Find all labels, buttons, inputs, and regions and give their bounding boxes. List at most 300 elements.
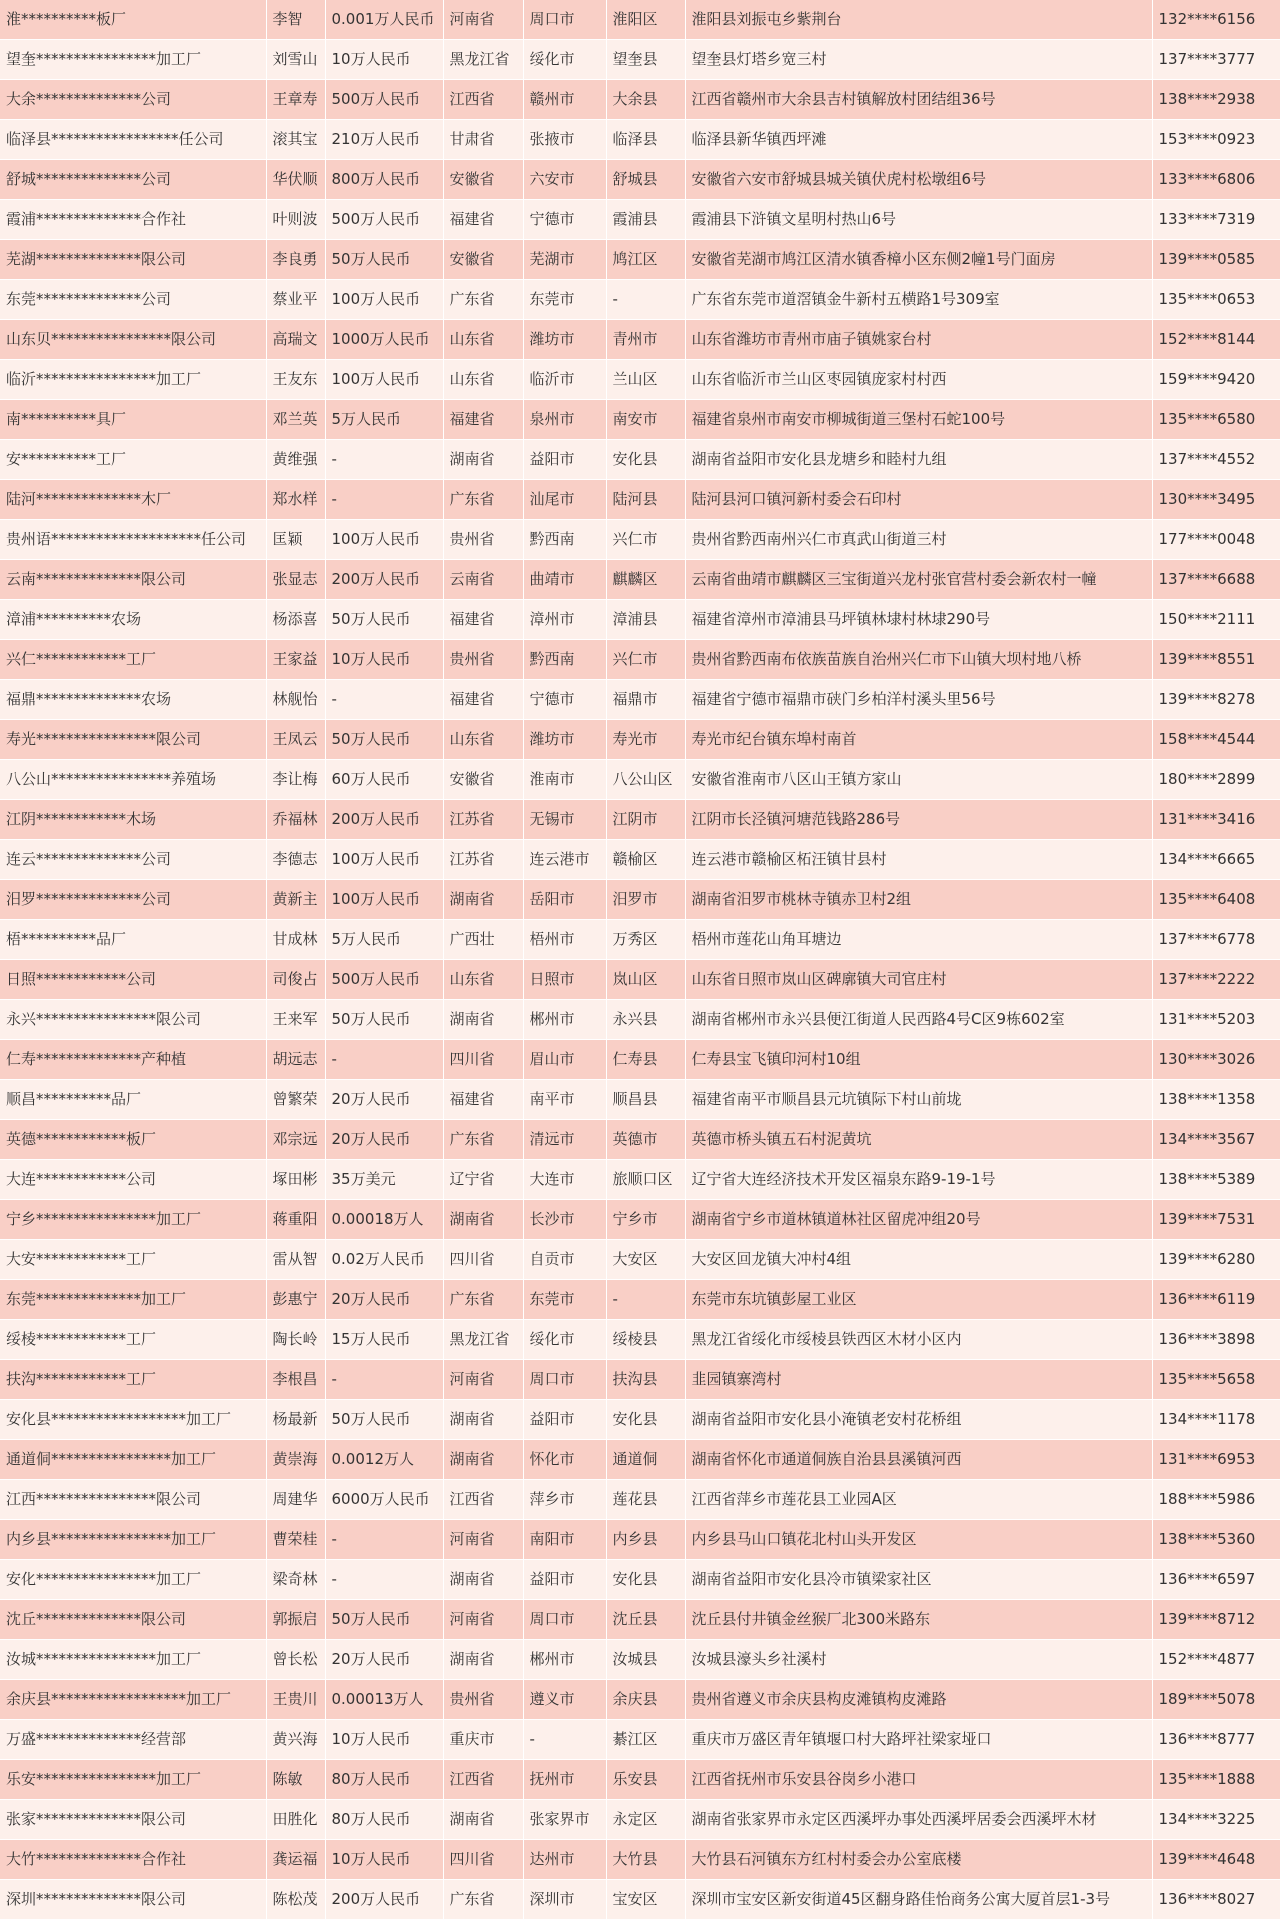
table-row bbox=[0, 0, 1280, 40]
address-cell: 江西省抚州市乐安县谷岗乡小港口 bbox=[685, 1760, 1152, 1800]
legal-rep-cell: 李根昌 bbox=[266, 1360, 325, 1400]
city-cell: 泉州市 bbox=[523, 400, 606, 440]
company-name-cell: 舒城**************公司 bbox=[0, 160, 266, 200]
table-row bbox=[0, 160, 1280, 200]
phone-cell: 130****3495 bbox=[1152, 480, 1280, 520]
table-row bbox=[0, 400, 1280, 440]
city-cell: 益阳市 bbox=[523, 1560, 606, 1600]
table-row bbox=[0, 1720, 1280, 1760]
company-name-cell: 英德************板厂 bbox=[0, 1120, 266, 1160]
phone-cell: 136****6597 bbox=[1152, 1560, 1280, 1600]
phone-cell: 134****3567 bbox=[1152, 1120, 1280, 1160]
table-row bbox=[0, 920, 1280, 960]
company-name-cell: 东莞**************公司 bbox=[0, 280, 266, 320]
address-cell: 大安区回龙镇大冲村4组 bbox=[685, 1240, 1152, 1280]
table-row bbox=[0, 1280, 1280, 1320]
city-cell: 潍坊市 bbox=[523, 720, 606, 760]
district-cell: 通道侗 bbox=[606, 1440, 685, 1480]
district-cell: 万秀区 bbox=[606, 920, 685, 960]
table-row bbox=[0, 760, 1280, 800]
address-cell: 英德市桥头镇五石村泥黄坑 bbox=[685, 1120, 1152, 1160]
company-name-cell: 兴仁************工厂 bbox=[0, 640, 266, 680]
district-cell: 麒麟区 bbox=[606, 560, 685, 600]
capital-cell: 50万人民币 bbox=[325, 1400, 443, 1440]
address-cell: 广东省东莞市道滘镇金牛新村五横路1号309室 bbox=[685, 280, 1152, 320]
capital-cell: 15万人民币 bbox=[325, 1320, 443, 1360]
district-cell: 南安市 bbox=[606, 400, 685, 440]
city-cell: 郴州市 bbox=[523, 1000, 606, 1040]
province-cell: 重庆市 bbox=[443, 1720, 523, 1760]
phone-cell: 134****6665 bbox=[1152, 840, 1280, 880]
city-cell: 潍坊市 bbox=[523, 320, 606, 360]
district-cell: 乐安县 bbox=[606, 1760, 685, 1800]
capital-cell: 800万人民币 bbox=[325, 160, 443, 200]
legal-rep-cell: 乔福林 bbox=[266, 800, 325, 840]
province-cell: 安徽省 bbox=[443, 760, 523, 800]
phone-cell: 177****0048 bbox=[1152, 520, 1280, 560]
company-name-cell: 山东贝****************限公司 bbox=[0, 320, 266, 360]
district-cell: 青州市 bbox=[606, 320, 685, 360]
province-cell: 广东省 bbox=[443, 280, 523, 320]
address-cell: 重庆市万盛区青年镇堰口村大路坪社梁家垭口 bbox=[685, 1720, 1152, 1760]
company-name-cell: 余庆县******************加工厂 bbox=[0, 1680, 266, 1720]
address-cell: 福建省漳州市漳浦县马坪镇林埭村林埭290号 bbox=[685, 600, 1152, 640]
table-row bbox=[0, 1400, 1280, 1440]
province-cell: 福建省 bbox=[443, 400, 523, 440]
legal-rep-cell: 王友东 bbox=[266, 360, 325, 400]
district-cell: 汝城县 bbox=[606, 1640, 685, 1680]
phone-cell: 139****8278 bbox=[1152, 680, 1280, 720]
province-cell: 福建省 bbox=[443, 600, 523, 640]
capital-cell: 5万人民币 bbox=[325, 920, 443, 960]
legal-rep-cell: 彭惠宁 bbox=[266, 1280, 325, 1320]
province-cell: 广东省 bbox=[443, 480, 523, 520]
city-cell: 张家界市 bbox=[523, 1800, 606, 1840]
capital-cell: 50万人民币 bbox=[325, 720, 443, 760]
company-name-cell: 安化县******************加工厂 bbox=[0, 1400, 266, 1440]
district-cell: 沈丘县 bbox=[606, 1600, 685, 1640]
address-cell: 湖南省张家界市永定区西溪坪办事处西溪坪居委会西溪坪木材 bbox=[685, 1800, 1152, 1840]
phone-cell: 135****5658 bbox=[1152, 1360, 1280, 1400]
city-cell: - bbox=[523, 1720, 606, 1760]
company-name-cell: 江阴************木场 bbox=[0, 800, 266, 840]
city-cell: 无锡市 bbox=[523, 800, 606, 840]
province-cell: 湖南省 bbox=[443, 1440, 523, 1480]
district-cell: 安化县 bbox=[606, 440, 685, 480]
district-cell: 永兴县 bbox=[606, 1000, 685, 1040]
district-cell: 宁乡市 bbox=[606, 1200, 685, 1240]
phone-cell: 153****0923 bbox=[1152, 120, 1280, 160]
capital-cell: - bbox=[325, 680, 443, 720]
province-cell: 河南省 bbox=[443, 1600, 523, 1640]
legal-rep-cell: 蒋重阳 bbox=[266, 1200, 325, 1240]
capital-cell: 0.001万人民币 bbox=[325, 0, 443, 40]
legal-rep-cell: 陶长岭 bbox=[266, 1320, 325, 1360]
district-cell: 汨罗市 bbox=[606, 880, 685, 920]
phone-cell: 131****6953 bbox=[1152, 1440, 1280, 1480]
capital-cell: 210万人民币 bbox=[325, 120, 443, 160]
capital-cell: 20万人民币 bbox=[325, 1640, 443, 1680]
capital-cell: 100万人民币 bbox=[325, 520, 443, 560]
table-row bbox=[0, 1880, 1280, 1920]
table-row bbox=[0, 1200, 1280, 1240]
address-cell: 黑龙江省绥化市绥棱县铁西区木材小区内 bbox=[685, 1320, 1152, 1360]
district-cell: 旅顺口区 bbox=[606, 1160, 685, 1200]
legal-rep-cell: 陈松茂 bbox=[266, 1880, 325, 1920]
province-cell: 广西壮 bbox=[443, 920, 523, 960]
legal-rep-cell: 曾繁荣 bbox=[266, 1080, 325, 1120]
province-cell: 黑龙江省 bbox=[443, 40, 523, 80]
company-name-cell: 霞浦**************合作社 bbox=[0, 200, 266, 240]
legal-rep-cell: 邓宗远 bbox=[266, 1120, 325, 1160]
table-row bbox=[0, 240, 1280, 280]
phone-cell: 152****8144 bbox=[1152, 320, 1280, 360]
district-cell: 舒城县 bbox=[606, 160, 685, 200]
city-cell: 南阳市 bbox=[523, 1520, 606, 1560]
capital-cell: - bbox=[325, 1360, 443, 1400]
company-name-cell: 沈丘**************限公司 bbox=[0, 1600, 266, 1640]
province-cell: 山东省 bbox=[443, 320, 523, 360]
capital-cell: 50万人民币 bbox=[325, 600, 443, 640]
capital-cell: 50万人民币 bbox=[325, 1600, 443, 1640]
address-cell: 安徽省淮南市八区山王镇方家山 bbox=[685, 760, 1152, 800]
company-name-cell: 贵州语********************任公司 bbox=[0, 520, 266, 560]
province-cell: 湖南省 bbox=[443, 1000, 523, 1040]
capital-cell: - bbox=[325, 1560, 443, 1600]
legal-rep-cell: 李智 bbox=[266, 0, 325, 40]
province-cell: 河南省 bbox=[443, 0, 523, 40]
district-cell: 赣榆区 bbox=[606, 840, 685, 880]
table-row bbox=[0, 1600, 1280, 1640]
city-cell: 梧州市 bbox=[523, 920, 606, 960]
table-row bbox=[0, 440, 1280, 480]
phone-cell: 138****5360 bbox=[1152, 1520, 1280, 1560]
province-cell: 江苏省 bbox=[443, 800, 523, 840]
company-name-cell: 张家**************限公司 bbox=[0, 1800, 266, 1840]
address-cell: 辽宁省大连经济技术开发区福泉东路9-19-1号 bbox=[685, 1160, 1152, 1200]
district-cell: 漳浦县 bbox=[606, 600, 685, 640]
company-name-cell: 通道侗****************加工厂 bbox=[0, 1440, 266, 1480]
legal-rep-cell: 曾长松 bbox=[266, 1640, 325, 1680]
phone-cell: 131****5203 bbox=[1152, 1000, 1280, 1040]
phone-cell: 158****4544 bbox=[1152, 720, 1280, 760]
address-cell: 湖南省怀化市通道侗族自治县县溪镇河西 bbox=[685, 1440, 1152, 1480]
province-cell: 云南省 bbox=[443, 560, 523, 600]
capital-cell: 500万人民币 bbox=[325, 80, 443, 120]
address-cell: 江西省萍乡市莲花县工业园A区 bbox=[685, 1480, 1152, 1520]
city-cell: 大连市 bbox=[523, 1160, 606, 1200]
province-cell: 湖南省 bbox=[443, 1800, 523, 1840]
capital-cell: 0.02万人民币 bbox=[325, 1240, 443, 1280]
city-cell: 遵义市 bbox=[523, 1680, 606, 1720]
capital-cell: 35万美元 bbox=[325, 1160, 443, 1200]
address-cell: 云南省曲靖市麒麟区三宝街道兴龙村张官营村委会新农村一幢 bbox=[685, 560, 1152, 600]
city-cell: 汕尾市 bbox=[523, 480, 606, 520]
city-cell: 萍乡市 bbox=[523, 1480, 606, 1520]
city-cell: 日照市 bbox=[523, 960, 606, 1000]
legal-rep-cell: 邓兰英 bbox=[266, 400, 325, 440]
capital-cell: 100万人民币 bbox=[325, 840, 443, 880]
phone-cell: 180****2899 bbox=[1152, 760, 1280, 800]
province-cell: 山东省 bbox=[443, 360, 523, 400]
province-cell: 黑龙江省 bbox=[443, 1320, 523, 1360]
province-cell: 江西省 bbox=[443, 1480, 523, 1520]
district-cell: 安化县 bbox=[606, 1400, 685, 1440]
district-cell: - bbox=[606, 1280, 685, 1320]
legal-rep-cell: 郭振启 bbox=[266, 1600, 325, 1640]
legal-rep-cell: 黄维强 bbox=[266, 440, 325, 480]
address-cell: 陆河县河口镇河新村委会石印村 bbox=[685, 480, 1152, 520]
address-cell: 湖南省益阳市安化县冷市镇梁家社区 bbox=[685, 1560, 1152, 1600]
capital-cell: 50万人民币 bbox=[325, 1000, 443, 1040]
district-cell: 仁寿县 bbox=[606, 1040, 685, 1080]
district-cell: 八公山区 bbox=[606, 760, 685, 800]
province-cell: 安徽省 bbox=[443, 240, 523, 280]
address-cell: 连云港市赣榆区柘汪镇甘县村 bbox=[685, 840, 1152, 880]
district-cell: 大安区 bbox=[606, 1240, 685, 1280]
province-cell: 甘肃省 bbox=[443, 120, 523, 160]
phone-cell: 136****8027 bbox=[1152, 1880, 1280, 1920]
table-row bbox=[0, 40, 1280, 80]
company-name-cell: 仁寿**************产种植 bbox=[0, 1040, 266, 1080]
company-name-cell: 南**********具厂 bbox=[0, 400, 266, 440]
address-cell: 临泽县新华镇西坪滩 bbox=[685, 120, 1152, 160]
address-cell: 山东省日照市岚山区碑廓镇大司官庄村 bbox=[685, 960, 1152, 1000]
capital-cell: - bbox=[325, 1520, 443, 1560]
table-row bbox=[0, 1000, 1280, 1040]
address-cell: 湖南省益阳市安化县小淹镇老安村花桥组 bbox=[685, 1400, 1152, 1440]
company-name-cell: 宁乡****************加工厂 bbox=[0, 1200, 266, 1240]
province-cell: 湖南省 bbox=[443, 1560, 523, 1600]
phone-cell: 136****6119 bbox=[1152, 1280, 1280, 1320]
legal-rep-cell: 李德志 bbox=[266, 840, 325, 880]
phone-cell: 139****6280 bbox=[1152, 1240, 1280, 1280]
phone-cell: 137****6778 bbox=[1152, 920, 1280, 960]
phone-cell: 137****6688 bbox=[1152, 560, 1280, 600]
company-name-cell: 临沂****************加工厂 bbox=[0, 360, 266, 400]
address-cell: 湖南省汨罗市桃林寺镇赤卫村2组 bbox=[685, 880, 1152, 920]
legal-rep-cell: 李让梅 bbox=[266, 760, 325, 800]
province-cell: 四川省 bbox=[443, 1040, 523, 1080]
phone-cell: 139****4648 bbox=[1152, 1840, 1280, 1880]
table-row bbox=[0, 480, 1280, 520]
address-cell: 沈丘县付井镇金丝猴厂北300米路东 bbox=[685, 1600, 1152, 1640]
phone-cell: 132****6156 bbox=[1152, 0, 1280, 40]
table-row bbox=[0, 1040, 1280, 1080]
company-name-cell: 扶沟************工厂 bbox=[0, 1360, 266, 1400]
address-cell: 福建省南平市顺昌县元坑镇际下村山前垅 bbox=[685, 1080, 1152, 1120]
table-row bbox=[0, 80, 1280, 120]
district-cell: 大竹县 bbox=[606, 1840, 685, 1880]
province-cell: 四川省 bbox=[443, 1840, 523, 1880]
table-row bbox=[0, 640, 1280, 680]
legal-rep-cell: 王章寿 bbox=[266, 80, 325, 120]
legal-rep-cell: 华伏顺 bbox=[266, 160, 325, 200]
capital-cell: 5万人民币 bbox=[325, 400, 443, 440]
company-name-cell: 永兴****************限公司 bbox=[0, 1000, 266, 1040]
company-name-cell: 云南**************限公司 bbox=[0, 560, 266, 600]
company-name-cell: 大连************公司 bbox=[0, 1160, 266, 1200]
capital-cell: 10万人民币 bbox=[325, 40, 443, 80]
capital-cell: 80万人民币 bbox=[325, 1800, 443, 1840]
legal-rep-cell: 塚田彬 bbox=[266, 1160, 325, 1200]
table-row bbox=[0, 1680, 1280, 1720]
phone-cell: 189****5078 bbox=[1152, 1680, 1280, 1720]
province-cell: 湖南省 bbox=[443, 1200, 523, 1240]
city-cell: 益阳市 bbox=[523, 1400, 606, 1440]
city-cell: 达州市 bbox=[523, 1840, 606, 1880]
province-cell: 江苏省 bbox=[443, 840, 523, 880]
phone-cell: 137****3777 bbox=[1152, 40, 1280, 80]
address-cell: 山东省临沂市兰山区枣园镇庞家村村西 bbox=[685, 360, 1152, 400]
capital-cell: 20万人民币 bbox=[325, 1080, 443, 1120]
capital-cell: 1000万人民币 bbox=[325, 320, 443, 360]
city-cell: 东莞市 bbox=[523, 1280, 606, 1320]
district-cell: - bbox=[606, 280, 685, 320]
legal-rep-cell: 田胜化 bbox=[266, 1800, 325, 1840]
legal-rep-cell: 梁奇林 bbox=[266, 1560, 325, 1600]
province-cell: 广东省 bbox=[443, 1280, 523, 1320]
phone-cell: 135****0653 bbox=[1152, 280, 1280, 320]
legal-rep-cell: 司俊占 bbox=[266, 960, 325, 1000]
phone-cell: 137****2222 bbox=[1152, 960, 1280, 1000]
capital-cell: 6000万人民币 bbox=[325, 1480, 443, 1520]
phone-cell: 135****6580 bbox=[1152, 400, 1280, 440]
province-cell: 福建省 bbox=[443, 680, 523, 720]
address-cell: 福建省宁德市福鼎市硖门乡柏洋村溪头里56号 bbox=[685, 680, 1152, 720]
company-name-cell: 芜湖**************限公司 bbox=[0, 240, 266, 280]
phone-cell: 137****4552 bbox=[1152, 440, 1280, 480]
table-row bbox=[0, 1240, 1280, 1280]
district-cell: 永定区 bbox=[606, 1800, 685, 1840]
company-name-cell: 深圳**************限公司 bbox=[0, 1880, 266, 1920]
company-name-cell: 汨罗**************公司 bbox=[0, 880, 266, 920]
legal-rep-cell: 黄崇海 bbox=[266, 1440, 325, 1480]
company-name-cell: 乐安****************加工厂 bbox=[0, 1760, 266, 1800]
capital-cell: 10万人民币 bbox=[325, 1840, 443, 1880]
table-row bbox=[0, 800, 1280, 840]
legal-rep-cell: 黄兴海 bbox=[266, 1720, 325, 1760]
table-row bbox=[0, 1160, 1280, 1200]
district-cell: 兴仁市 bbox=[606, 520, 685, 560]
district-cell: 岚山区 bbox=[606, 960, 685, 1000]
phone-cell: 133****6806 bbox=[1152, 160, 1280, 200]
legal-rep-cell: 黄新主 bbox=[266, 880, 325, 920]
phone-cell: 138****2938 bbox=[1152, 80, 1280, 120]
phone-cell: 136****8777 bbox=[1152, 1720, 1280, 1760]
district-cell: 宝安区 bbox=[606, 1880, 685, 1920]
table-row bbox=[0, 1480, 1280, 1520]
table-row bbox=[0, 960, 1280, 1000]
legal-rep-cell: 王贵川 bbox=[266, 1680, 325, 1720]
capital-cell: 100万人民币 bbox=[325, 280, 443, 320]
district-cell: 綦江区 bbox=[606, 1720, 685, 1760]
city-cell: 临沂市 bbox=[523, 360, 606, 400]
district-cell: 陆河县 bbox=[606, 480, 685, 520]
address-cell: 贵州省黔西南州兴仁市真武山街道三村 bbox=[685, 520, 1152, 560]
phone-cell: 135****1888 bbox=[1152, 1760, 1280, 1800]
capital-cell: 80万人民币 bbox=[325, 1760, 443, 1800]
address-cell: 江西省赣州市大余县吉村镇解放村团结组36号 bbox=[685, 80, 1152, 120]
company-name-cell: 连云**************公司 bbox=[0, 840, 266, 880]
province-cell: 辽宁省 bbox=[443, 1160, 523, 1200]
address-cell: 安徽省芜湖市鸠江区清水镇香樟小区东侧2幢1号门面房 bbox=[685, 240, 1152, 280]
legal-rep-cell: 龚运福 bbox=[266, 1840, 325, 1880]
table-row bbox=[0, 1640, 1280, 1680]
province-cell: 福建省 bbox=[443, 200, 523, 240]
table-row bbox=[0, 1560, 1280, 1600]
address-cell: 东莞市东坑镇彭屋工业区 bbox=[685, 1280, 1152, 1320]
city-cell: 张掖市 bbox=[523, 120, 606, 160]
district-cell: 江阴市 bbox=[606, 800, 685, 840]
district-cell: 顺昌县 bbox=[606, 1080, 685, 1120]
city-cell: 清远市 bbox=[523, 1120, 606, 1160]
company-name-cell: 漳浦**********农场 bbox=[0, 600, 266, 640]
table-row bbox=[0, 200, 1280, 240]
city-cell: 赣州市 bbox=[523, 80, 606, 120]
address-cell: 寿光市纪台镇东埠村南首 bbox=[685, 720, 1152, 760]
legal-rep-cell: 周建华 bbox=[266, 1480, 325, 1520]
city-cell: 岳阳市 bbox=[523, 880, 606, 920]
province-cell: 河南省 bbox=[443, 1360, 523, 1400]
legal-rep-cell: 陈敏 bbox=[266, 1760, 325, 1800]
capital-cell: 60万人民币 bbox=[325, 760, 443, 800]
company-name-cell: 望奎****************加工厂 bbox=[0, 40, 266, 80]
table-row bbox=[0, 1120, 1280, 1160]
company-name-cell: 大竹**************合作社 bbox=[0, 1840, 266, 1880]
phone-cell: 130****3026 bbox=[1152, 1040, 1280, 1080]
company-name-cell: 临泽县*****************任公司 bbox=[0, 120, 266, 160]
legal-rep-cell: 刘雪山 bbox=[266, 40, 325, 80]
phone-cell: 131****3416 bbox=[1152, 800, 1280, 840]
table-row bbox=[0, 120, 1280, 160]
table-row bbox=[0, 720, 1280, 760]
table-row bbox=[0, 320, 1280, 360]
province-cell: 福建省 bbox=[443, 1080, 523, 1120]
district-cell: 寿光市 bbox=[606, 720, 685, 760]
address-cell: 湖南省宁乡市道林镇道林社区留虎冲组20号 bbox=[685, 1200, 1152, 1240]
phone-cell: 134****1178 bbox=[1152, 1400, 1280, 1440]
capital-cell: 20万人民币 bbox=[325, 1280, 443, 1320]
city-cell: 宁德市 bbox=[523, 200, 606, 240]
city-cell: 绥化市 bbox=[523, 40, 606, 80]
legal-rep-cell: 林舰怡 bbox=[266, 680, 325, 720]
province-cell: 广东省 bbox=[443, 1880, 523, 1920]
company-name-cell: 东莞**************加工厂 bbox=[0, 1280, 266, 1320]
phone-cell: 139****8712 bbox=[1152, 1600, 1280, 1640]
province-cell: 山东省 bbox=[443, 960, 523, 1000]
address-cell: 贵州省遵义市余庆县构皮滩镇构皮滩路 bbox=[685, 1680, 1152, 1720]
address-cell: 山东省潍坊市青州市庙子镇姚家台村 bbox=[685, 320, 1152, 360]
phone-cell: 152****4877 bbox=[1152, 1640, 1280, 1680]
district-cell: 霞浦县 bbox=[606, 200, 685, 240]
table-row bbox=[0, 1520, 1280, 1560]
address-cell: 湖南省郴州市永兴县便江街道人民西路4号C区9栋602室 bbox=[685, 1000, 1152, 1040]
table-row bbox=[0, 680, 1280, 720]
phone-cell: 138****5389 bbox=[1152, 1160, 1280, 1200]
address-cell: 江阴市长泾镇河塘范钱路286号 bbox=[685, 800, 1152, 840]
city-cell: 深圳市 bbox=[523, 1880, 606, 1920]
company-name-cell: 福鼎**************农场 bbox=[0, 680, 266, 720]
legal-rep-cell: 张显志 bbox=[266, 560, 325, 600]
district-cell: 鸠江区 bbox=[606, 240, 685, 280]
city-cell: 怀化市 bbox=[523, 1440, 606, 1480]
city-cell: 周口市 bbox=[523, 1600, 606, 1640]
capital-cell: 500万人民币 bbox=[325, 960, 443, 1000]
address-cell: 福建省泉州市南安市柳城街道三堡村石蛇100号 bbox=[685, 400, 1152, 440]
phone-cell: 134****3225 bbox=[1152, 1800, 1280, 1840]
table-row bbox=[0, 600, 1280, 640]
